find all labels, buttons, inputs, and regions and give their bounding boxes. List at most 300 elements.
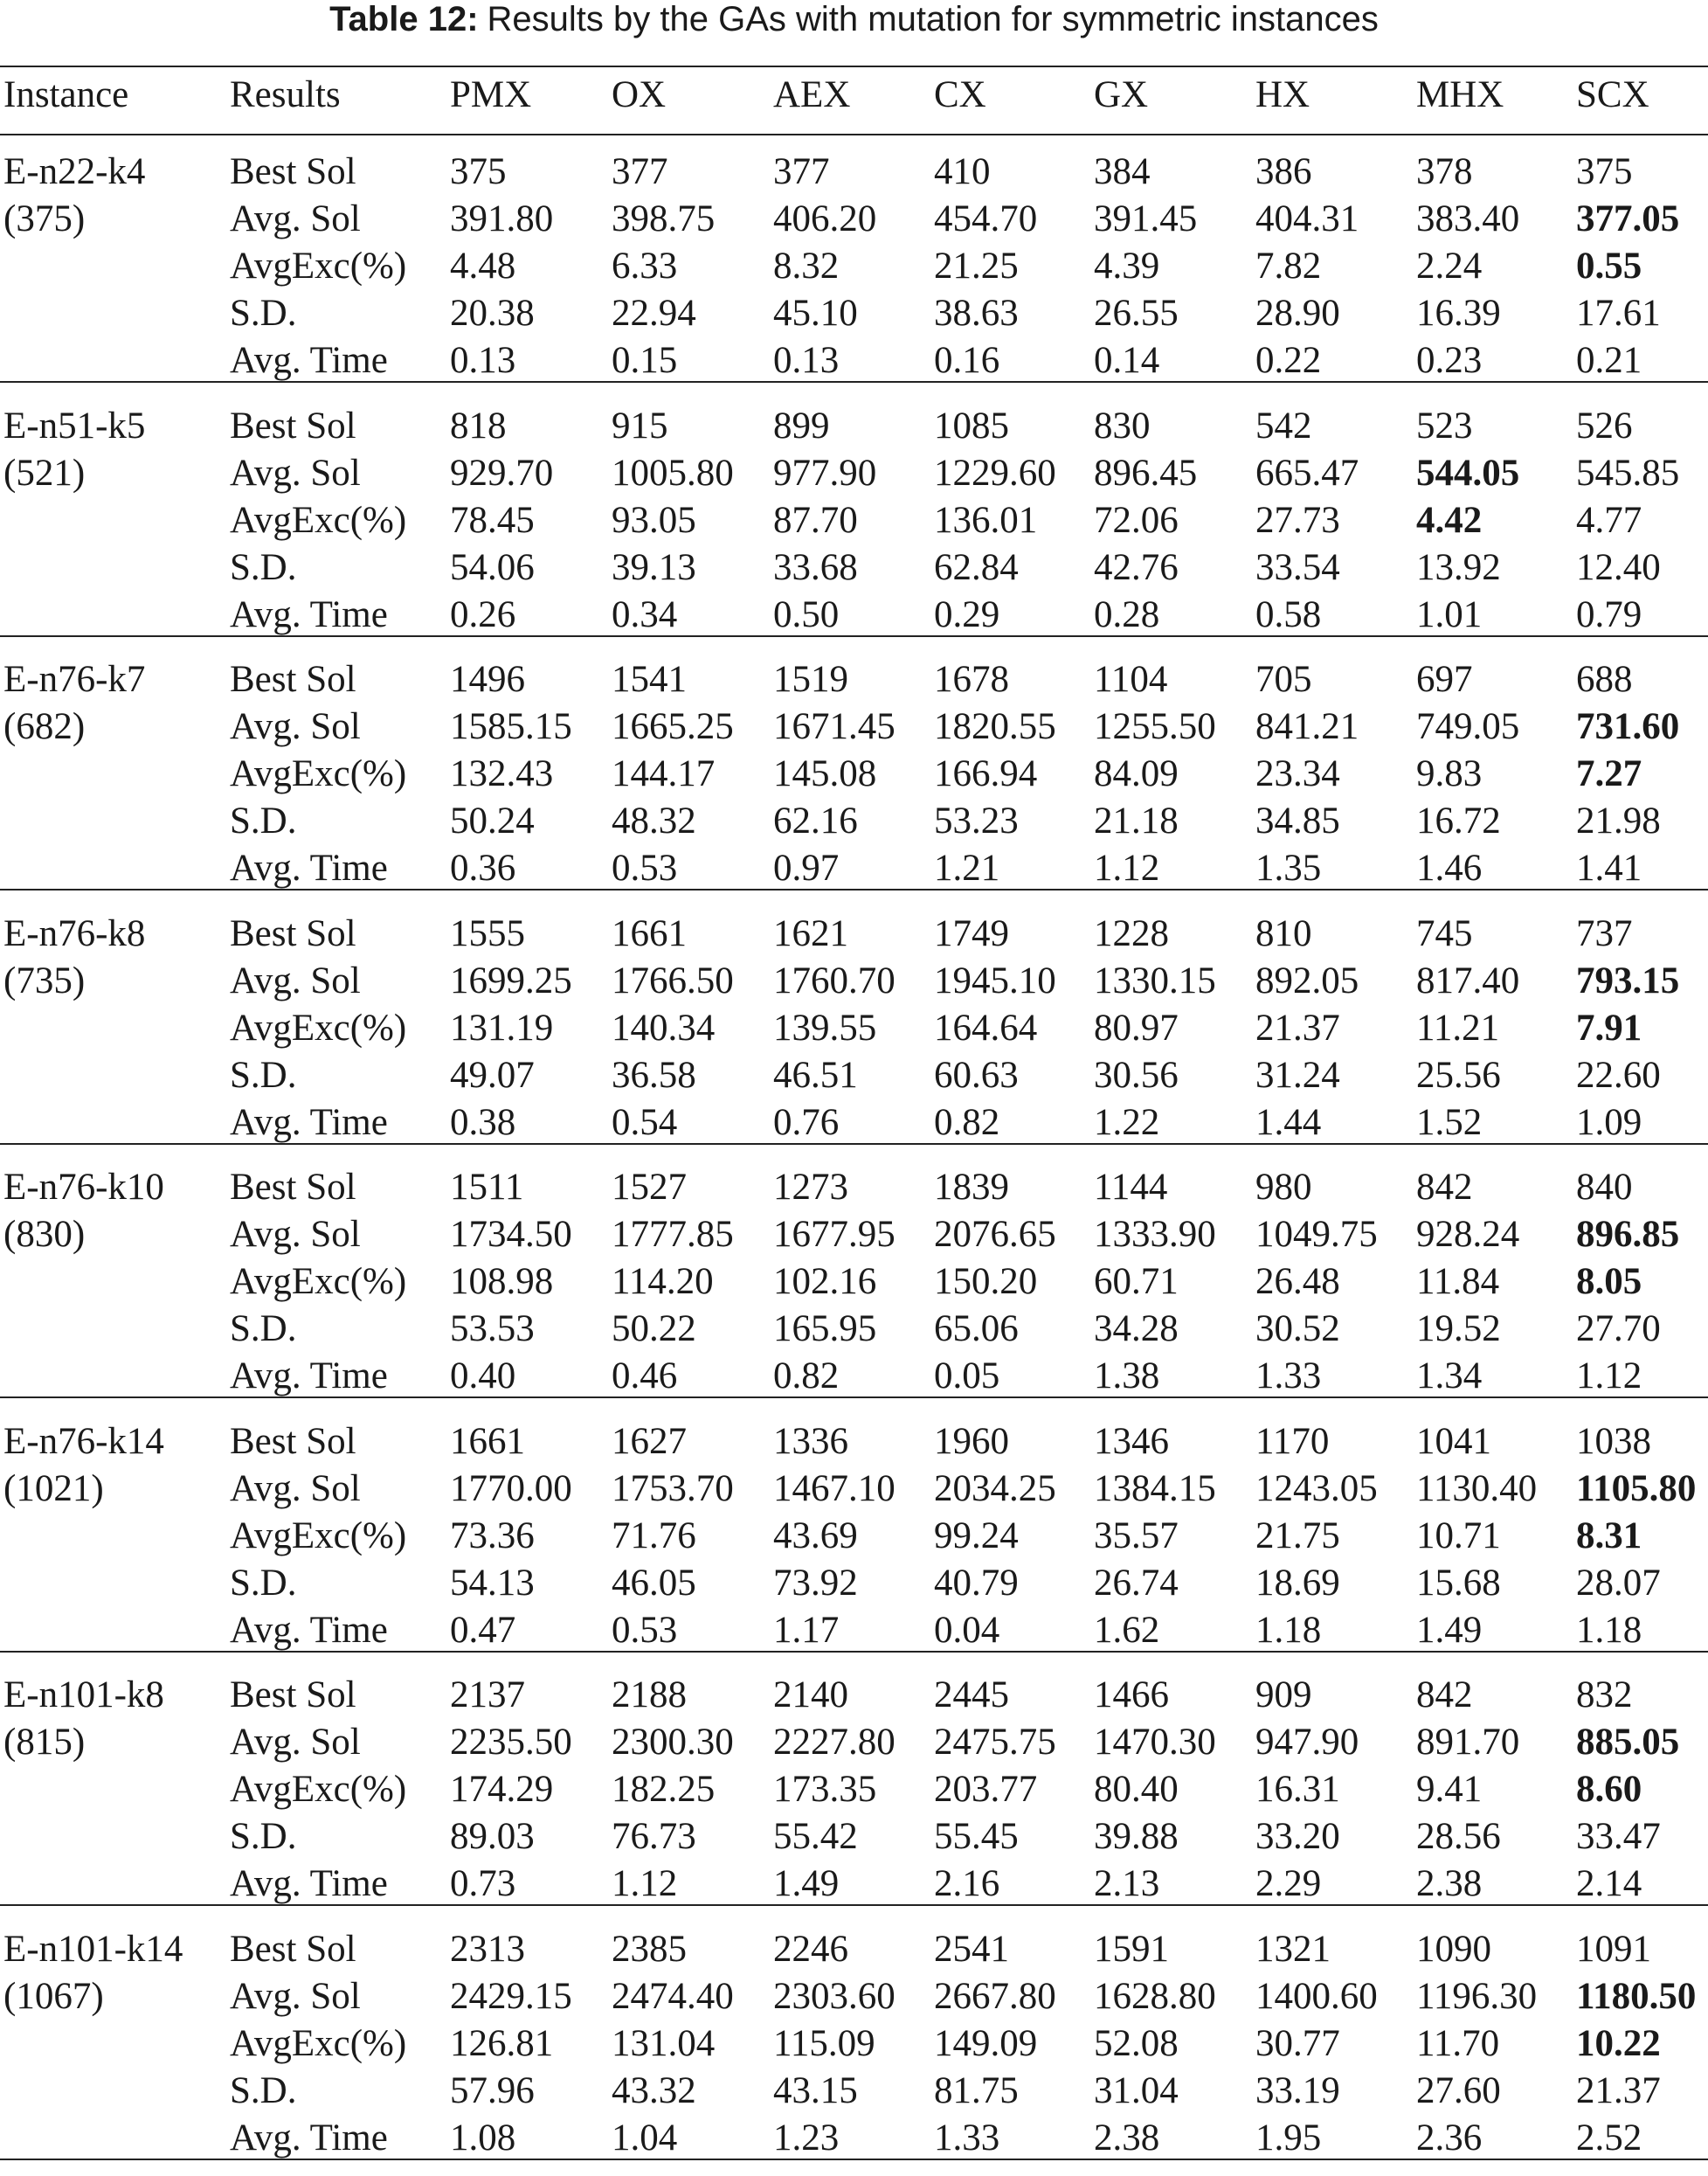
result-value: 65.06 [934,1308,1019,1349]
result-label: AvgExc(%) [230,1769,407,1810]
caption-label: Table 12: [329,0,479,38]
result-value: 108.98 [450,1261,554,1302]
result-value: 915 [612,405,668,447]
table-row [0,149,1708,196]
result-label: Avg. Time [230,1355,388,1396]
result-value: 2227.80 [773,1722,895,1763]
result-value: 378 [1416,151,1473,192]
column-header: GX [1094,74,1149,115]
result-label: AvgExc(%) [230,753,407,794]
result-value: 840 [1576,1167,1633,1208]
result-value: 2313 [450,1929,525,1970]
result-value: 1777.85 [612,1214,734,1255]
result-value: 9.41 [1416,1769,1483,1810]
result-value: 43.69 [773,1515,858,1556]
result-value: 76.73 [612,1816,696,1857]
table-row [0,911,1708,958]
result-value: 1.35 [1255,848,1322,889]
result-value: 1.41 [1576,848,1642,889]
result-value: 0.50 [773,594,840,635]
result-value: 31.04 [1094,2070,1179,2111]
result-value: 1090 [1416,1929,1491,1970]
result-value: 0.73 [450,1863,516,1904]
table-row [0,544,1708,592]
result-value: 817.40 [1416,960,1520,1001]
instance-name: E-n76-k14 [3,1421,164,1462]
result-value: 52.08 [1094,2023,1179,2064]
result-value: 7.82 [1255,246,1322,287]
result-value: 46.51 [773,1055,858,1096]
result-value: 27.70 [1576,1308,1661,1349]
result-value: 454.70 [934,198,1038,239]
result-label: S.D. [230,2070,297,2111]
result-value: 383.40 [1416,198,1520,239]
result-value: 2246 [773,1929,848,1970]
table-row [0,1513,1708,1560]
result-value: 73.36 [450,1515,535,1556]
table-row [0,1418,1708,1466]
result-value: 18.69 [1255,1563,1340,1604]
table-row [0,1926,1708,1973]
result-value: 1519 [773,659,848,700]
result-value: 102.16 [773,1261,877,1302]
result-value: 1.95 [1255,2117,1322,2159]
result-value: 0.04 [934,1610,1000,1651]
instance-name: E-n22-k4 [3,151,146,192]
result-value: 1555 [450,913,525,954]
table-row [0,1813,1708,1861]
result-value: 2429.15 [450,1976,572,2017]
result-value: 818 [450,405,507,447]
result-value: 139.55 [773,1008,877,1049]
result-value: 42.76 [1094,547,1179,588]
table-row [0,1306,1708,1353]
result-value: 842 [1416,1167,1473,1208]
result-value: 410 [934,151,991,192]
result-value: 2.38 [1094,2117,1160,2159]
result-value: 377 [773,151,830,192]
result-value: 1734.50 [450,1214,572,1255]
result-value: 30.56 [1094,1055,1179,1096]
result-value: 1255.50 [1094,706,1216,747]
result-label: Best Sol [230,1167,356,1208]
result-value: 947.90 [1255,1722,1359,1763]
result-value: 1.09 [1576,1102,1642,1143]
result-value: 544.05 [1416,453,1520,494]
result-value: 0.55 [1576,246,1642,287]
result-value: 81.75 [934,2070,1019,2111]
result-value: 885.05 [1576,1722,1680,1763]
result-value: 30.52 [1255,1308,1340,1349]
result-value: 406.20 [773,198,877,239]
result-value: 929.70 [450,453,554,494]
result-value: 1.04 [612,2117,678,2159]
group-divider [0,2159,1708,2160]
result-value: 114.20 [612,1261,714,1302]
result-value: 830 [1094,405,1151,447]
result-label: Avg. Sol [230,453,361,494]
result-value: 1621 [773,913,848,954]
instance-optimum: (735) [3,960,86,1001]
result-value: 0.82 [934,1102,1000,1143]
result-value: 26.55 [1094,293,1179,334]
result-value: 33.47 [1576,1816,1661,1857]
result-label: Avg. Sol [230,1468,361,1509]
result-value: 25.56 [1416,1055,1501,1096]
result-value: 140.34 [612,1008,716,1049]
result-value: 1591 [1094,1929,1169,1970]
result-value: 1144 [1094,1167,1168,1208]
column-header: SCX [1576,74,1649,115]
result-value: 1170 [1255,1421,1330,1462]
result-value: 0.23 [1416,340,1483,381]
result-value: 0.58 [1255,594,1322,635]
result-label: Best Sol [230,1421,356,1462]
result-label: Best Sol [230,913,356,954]
instance-name: E-n76-k10 [3,1167,164,1208]
result-value: 89.03 [450,1816,535,1857]
result-value: 38.63 [934,293,1019,334]
result-value: 26.48 [1255,1261,1340,1302]
result-value: 1.18 [1576,1610,1642,1651]
result-value: 0.38 [450,1102,516,1143]
group-divider [0,1904,1708,1906]
result-value: 36.58 [612,1055,696,1096]
result-value: 1228 [1094,913,1169,954]
result-value: 1.08 [450,2117,516,2159]
result-value: 1753.70 [612,1468,734,1509]
result-value: 53.23 [934,800,1019,842]
result-value: 1665.25 [612,706,734,747]
result-label: S.D. [230,1308,297,1349]
result-label: Avg. Sol [230,1722,361,1763]
result-value: 43.15 [773,2070,858,2111]
result-value: 27.73 [1255,500,1340,541]
instance-optimum: (1021) [3,1468,104,1509]
result-value: 1.52 [1416,1102,1483,1143]
table-row [0,196,1708,243]
result-value: 892.05 [1255,960,1359,1001]
result-value: 398.75 [612,198,716,239]
result-value: 7.91 [1576,1008,1642,1049]
result-value: 72.06 [1094,500,1179,541]
result-value: 15.68 [1416,1563,1501,1604]
result-label: Avg. Time [230,1102,388,1143]
result-value: 832 [1576,1674,1633,1715]
result-value: 1196.30 [1416,1976,1538,2017]
result-value: 0.82 [773,1355,840,1396]
result-value: 1749 [934,913,1009,954]
result-value: 4.77 [1576,500,1642,541]
result-label: Avg. Time [230,340,388,381]
result-value: 1628.80 [1094,1976,1216,2017]
result-value: 1467.10 [773,1468,895,1509]
group-divider [0,889,1708,890]
column-header: OX [612,74,667,115]
result-value: 0.15 [612,340,678,381]
result-value: 375 [1576,151,1633,192]
result-value: 1945.10 [934,960,1056,1001]
instance-optimum: (521) [3,453,86,494]
result-value: 62.84 [934,547,1019,588]
result-value: 27.60 [1416,2070,1501,2111]
result-value: 55.45 [934,1816,1019,1857]
result-value: 21.25 [934,246,1019,287]
result-label: Avg. Sol [230,1214,361,1255]
result-value: 980 [1255,1167,1312,1208]
result-value: 203.77 [934,1769,1038,1810]
result-value: 1273 [773,1167,848,1208]
result-value: 1678 [934,659,1009,700]
result-label: AvgExc(%) [230,1515,407,1556]
table-row [0,497,1708,544]
table-row [0,450,1708,497]
column-header: Results [230,74,341,115]
table-row [0,656,1708,703]
result-value: 93.05 [612,500,696,541]
result-value: 404.31 [1255,198,1359,239]
group-divider [0,1396,1708,1398]
result-value: 174.29 [450,1769,554,1810]
result-value: 48.32 [612,800,696,842]
result-value: 0.14 [1094,340,1160,381]
result-value: 0.26 [450,594,516,635]
result-value: 2.52 [1576,2117,1642,2159]
result-label: AvgExc(%) [230,1008,407,1049]
result-value: 1.12 [612,1863,678,1904]
result-value: 899 [773,405,830,447]
result-label: AvgExc(%) [230,246,407,287]
instance-name: E-n51-k5 [3,405,146,447]
result-value: 377 [612,151,668,192]
result-value: 1.46 [1416,848,1483,889]
result-value: 99.24 [934,1515,1019,1556]
table-row [0,798,1708,845]
instance-optimum: (830) [3,1214,86,1255]
table-row [0,703,1708,751]
result-label: Avg. Sol [230,706,361,747]
result-label: AvgExc(%) [230,500,407,541]
result-value: 54.13 [450,1563,535,1604]
result-value: 20.38 [450,293,535,334]
column-header: Instance [3,74,129,115]
result-value: 1839 [934,1167,1009,1208]
result-label: S.D. [230,547,297,588]
result-value: 26.74 [1094,1563,1179,1604]
table-row [0,1005,1708,1052]
result-value: 19.52 [1416,1308,1501,1349]
result-value: 60.71 [1094,1261,1179,1302]
result-value: 17.61 [1576,293,1661,334]
result-value: 523 [1416,405,1473,447]
result-value: 384 [1094,151,1151,192]
result-value: 54.06 [450,547,535,588]
result-value: 0.79 [1576,594,1642,635]
result-value: 1.44 [1255,1102,1322,1143]
result-value: 0.29 [934,594,1000,635]
result-value: 745 [1416,913,1473,954]
result-value: 1104 [1094,659,1168,700]
result-value: 1229.60 [934,453,1056,494]
column-header: PMX [450,74,532,115]
result-value: 1243.05 [1255,1468,1378,1509]
result-label: S.D. [230,293,297,334]
result-label: Avg. Sol [230,198,361,239]
result-value: 2.36 [1416,2117,1483,2159]
result-value: 697 [1416,659,1473,700]
table-row [0,1099,1708,1147]
result-value: 144.17 [612,753,716,794]
result-value: 1333.90 [1094,1214,1216,1255]
result-value: 12.40 [1576,547,1661,588]
instance-optimum: (815) [3,1722,86,1763]
result-label: AvgExc(%) [230,1261,407,1302]
result-value: 1541 [612,659,687,700]
result-value: 8.31 [1576,1515,1642,1556]
table-row [0,592,1708,639]
result-value: 22.60 [1576,1055,1661,1096]
result-value: 173.35 [773,1769,877,1810]
result-value: 16.72 [1416,800,1501,842]
result-label: S.D. [230,1816,297,1857]
result-value: 165.95 [773,1308,877,1349]
table-row [0,958,1708,1005]
result-label: Avg. Sol [230,1976,361,2017]
result-value: 33.68 [773,547,858,588]
result-value: 2140 [773,1674,848,1715]
result-value: 164.64 [934,1008,1038,1049]
result-value: 0.40 [450,1355,516,1396]
result-value: 1049.75 [1255,1214,1378,1255]
result-value: 1.62 [1094,1610,1160,1651]
header-rule [0,134,1708,135]
result-value: 0.46 [612,1355,678,1396]
result-value: 2.14 [1576,1863,1642,1904]
result-value: 2667.80 [934,1976,1056,2017]
result-value: 4.39 [1094,246,1160,287]
result-value: 21.98 [1576,800,1661,842]
result-value: 545.85 [1576,453,1680,494]
result-value: 49.07 [450,1055,535,1096]
result-value: 665.47 [1255,453,1359,494]
instance-optimum: (1067) [3,1976,104,2017]
table-row [0,1766,1708,1813]
header-row [0,72,1708,119]
table-row [0,337,1708,385]
result-value: 149.09 [934,2023,1038,2064]
result-label: Best Sol [230,405,356,447]
result-value: 1.22 [1094,1102,1160,1143]
result-value: 9.83 [1416,753,1483,794]
instance-name: E-n76-k8 [3,913,146,954]
result-value: 8.60 [1576,1769,1642,1810]
result-value: 182.25 [612,1769,716,1810]
result-value: 13.92 [1416,547,1501,588]
result-value: 21.75 [1255,1515,1340,1556]
result-value: 16.31 [1255,1769,1340,1810]
result-value: 84.09 [1094,753,1179,794]
result-value: 2.16 [934,1863,1000,1904]
group-divider [0,381,1708,383]
result-value: 0.16 [934,340,1000,381]
result-value: 2475.75 [934,1722,1056,1763]
result-value: 11.70 [1416,2023,1500,2064]
result-value: 2445 [934,1674,1009,1715]
result-value: 2.29 [1255,1863,1322,1904]
result-value: 1511 [450,1167,524,1208]
result-value: 1.33 [934,2117,1000,2159]
result-value: 1.38 [1094,1355,1160,1396]
result-value: 2.38 [1416,1863,1483,1904]
table-row [0,1052,1708,1099]
result-value: 43.32 [612,2070,696,2111]
result-label: Avg. Time [230,2117,388,2159]
result-value: 1.12 [1576,1355,1642,1396]
result-value: 1496 [450,659,525,700]
result-value: 0.47 [450,1610,516,1651]
result-value: 2188 [612,1674,687,1715]
result-value: 2300.30 [612,1722,734,1763]
result-value: 2076.65 [934,1214,1056,1255]
result-value: 1321 [1255,1929,1331,1970]
result-value: 928.24 [1416,1214,1520,1255]
result-value: 35.57 [1094,1515,1179,1556]
result-value: 1661 [450,1421,525,1462]
result-label: AvgExc(%) [230,2023,407,2064]
result-value: 31.24 [1255,1055,1340,1096]
result-value: 1041 [1416,1421,1491,1462]
result-value: 1677.95 [773,1214,895,1255]
result-value: 131.19 [450,1008,554,1049]
result-value: 62.16 [773,800,858,842]
result-value: 34.85 [1255,800,1340,842]
result-value: 39.13 [612,547,696,588]
table-row [0,1466,1708,1513]
result-value: 0.97 [773,848,840,889]
result-value: 749.05 [1416,706,1520,747]
table-row [0,1211,1708,1258]
result-value: 46.05 [612,1563,696,1604]
result-value: 1384.15 [1094,1468,1216,1509]
result-value: 810 [1255,913,1312,954]
table-row [0,1973,1708,2020]
result-label: Avg. Time [230,848,388,889]
result-value: 1336 [773,1421,848,1462]
result-value: 737 [1576,913,1633,954]
result-label: Avg. Time [230,1610,388,1651]
result-value: 1180.50 [1576,1976,1697,2017]
result-value: 0.53 [612,1610,678,1651]
result-value: 1760.70 [773,960,895,1001]
result-value: 391.45 [1094,198,1198,239]
result-value: 57.96 [450,2070,535,2111]
result-value: 0.36 [450,848,516,889]
result-value: 526 [1576,405,1633,447]
result-value: 391.80 [450,198,554,239]
result-value: 60.63 [934,1055,1019,1096]
result-value: 377.05 [1576,198,1680,239]
result-value: 1627 [612,1421,687,1462]
instance-name: E-n76-k7 [3,659,146,700]
table-caption [0,0,1708,38]
result-value: 10.71 [1416,1515,1501,1556]
result-value: 1.34 [1416,1355,1483,1396]
result-value: 1105.80 [1576,1468,1697,1509]
table-row [0,1672,1708,1719]
result-value: 1.12 [1094,848,1160,889]
result-value: 21.37 [1576,2070,1661,2111]
result-value: 132.43 [450,753,554,794]
